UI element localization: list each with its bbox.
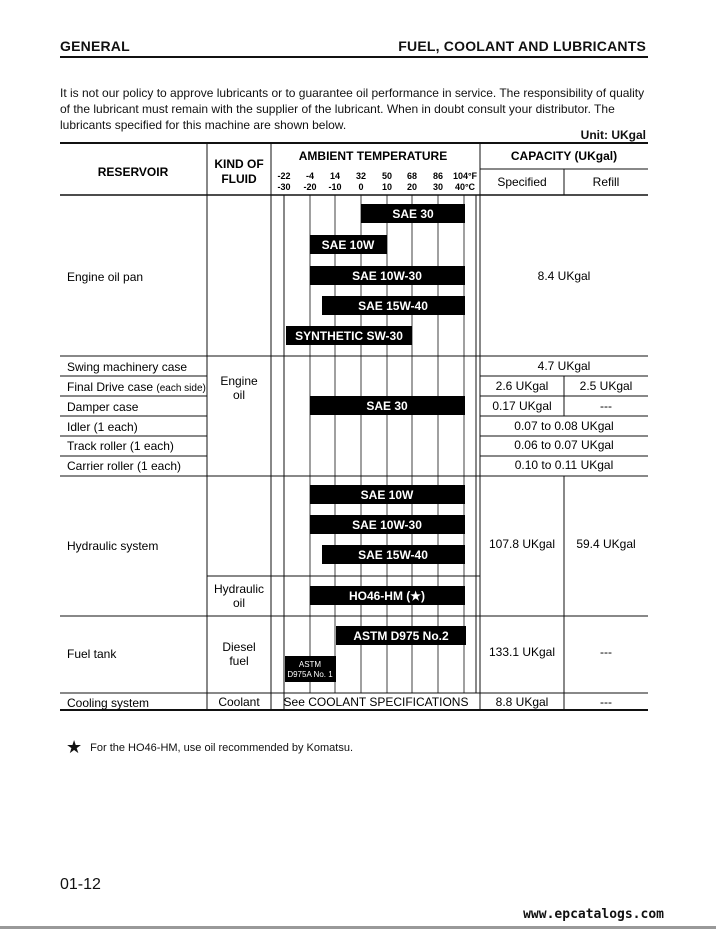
cap-swing: 4.7 UKgal [537, 359, 591, 373]
temp-c-label: 0 [358, 182, 364, 192]
temp-c-label: 40°C [454, 182, 476, 192]
temp-c-label: -10 [328, 182, 342, 192]
reservoir-fuel: Fuel tank [67, 647, 117, 661]
bar-label: SAE 30 [366, 399, 408, 413]
reservoir-final-drive: Final Drive case (each side) [67, 380, 206, 394]
reservoir-carrier-roller: Carrier roller (1 each) [67, 459, 182, 473]
temp-f-label: 68 [406, 171, 418, 181]
bar-label: SAE 30 [392, 207, 434, 221]
bar-label: D975A No. 1 [287, 670, 333, 679]
bar-label: SAE 10W-30 [352, 269, 422, 283]
chapter-title: FUEL, COOLANT AND LUBRICANTS [398, 38, 646, 54]
reservoir-cooling: Cooling system [67, 696, 150, 710]
reservoir-engine-oil-pan: Engine oil pan [67, 270, 144, 284]
temp-c-label: -30 [277, 182, 291, 192]
fluid-engine-oil-2: oil [232, 388, 246, 402]
bar-label: ASTM D975 No.2 [353, 629, 449, 643]
bar-label: SAE 10W [321, 238, 375, 252]
temp-f-label: 104°F [452, 171, 478, 181]
temp-c-label: 20 [406, 182, 418, 192]
temp-f-label: 86 [432, 171, 444, 181]
cap-cool-refill: --- [600, 695, 612, 709]
bar-label: SYNTHETIC SW-30 [295, 329, 403, 343]
header-ambient: AMBIENT TEMPERATURE [298, 149, 448, 163]
temp-c-label: 10 [381, 182, 393, 192]
header-kind-1: KIND OF [214, 157, 264, 171]
reservoir-hydraulic: Hydraulic system [67, 539, 159, 553]
reservoir-idler: Idler (1 each) [67, 420, 138, 434]
bar-label: SAE 15W-40 [358, 299, 428, 313]
bottom-rule [0, 926, 716, 929]
cap-damper-spec: 0.17 UKgal [492, 399, 552, 413]
website-link[interactable]: www.epcatalogs.com [523, 907, 664, 922]
fluid-diesel-2: fuel [229, 654, 249, 668]
reservoir-swing: Swing machinery case [67, 360, 188, 374]
cap-engine: 8.4 UKgal [537, 269, 591, 283]
cap-final-spec: 2.6 UKgal [495, 379, 549, 393]
unit-label: Unit: UKgal [580, 128, 646, 142]
bar-label: HO46-HM (★) [348, 589, 426, 603]
fluid-hydraulic-oil-2: oil [232, 596, 246, 610]
fluid-coolant: Coolant [218, 695, 260, 709]
header-refill: Refill [592, 175, 620, 189]
cap-carrier: 0.10 to 0.11 UKgal [514, 458, 614, 472]
footnote [66, 737, 353, 758]
cap-hyd-refill: 59.4 UKgal [576, 537, 636, 551]
cap-fuel-refill: --- [600, 645, 612, 659]
header-capacity: CAPACITY (UKgal) [510, 149, 618, 163]
fluid-hydraulic-oil-1: Hydraulic [213, 582, 265, 596]
fluid-diesel-1: Diesel [222, 640, 256, 654]
reservoir-damper: Damper case [67, 400, 139, 414]
cap-fuel-spec: 133.1 UKgal [488, 645, 556, 659]
coolant-spec-ref: See COOLANT SPECIFICATIONS [283, 695, 469, 709]
star-icon: ★ [66, 737, 83, 757]
header-kind-2: FLUID [221, 172, 257, 186]
cap-track: 0.06 to 0.07 UKgal [514, 438, 614, 452]
footnote-text: For the HO46-HM, use oil recommended by Komatsu. [90, 741, 354, 754]
bar-label: ASTM [298, 660, 322, 669]
cap-hyd-spec: 107.8 UKgal [488, 537, 556, 551]
fluid-engine-oil-1: Engine [220, 374, 258, 388]
header-specified: Specified [497, 175, 547, 189]
temp-c-label: -20 [303, 182, 317, 192]
temp-c-label: 30 [432, 182, 444, 192]
cap-final-refill: 2.5 UKgal [579, 379, 633, 393]
temp-f-label: -22 [277, 171, 291, 181]
section-title: GENERAL [60, 38, 130, 54]
intro-paragraph: It is not our policy to approve lubricants or to guarantee oil performance in service. The responsibility of quality of the lubricant must remain with the supplier of the lubricant. When in doubt consult your distributor. The lubricants specified for this machine are shown below. [60, 86, 645, 132]
temp-f-label: 14 [329, 171, 341, 181]
cap-cool-spec: 8.8 UKgal [495, 695, 549, 709]
bar-label: SAE 15W-40 [358, 548, 428, 562]
reservoir-track-roller: Track roller (1 each) [67, 439, 174, 453]
bar-label: SAE 10W-30 [352, 518, 422, 532]
cap-idler: 0.07 to 0.08 UKgal [514, 419, 614, 433]
temp-f-label: 50 [381, 171, 393, 181]
temp-f-label: -4 [305, 171, 315, 181]
cap-damper-refill: --- [600, 399, 612, 413]
header-reservoir: RESERVOIR [97, 165, 169, 179]
bar-label: SAE 10W [360, 488, 414, 502]
temp-f-label: 32 [355, 171, 367, 181]
page-number: 01-12 [60, 876, 101, 893]
